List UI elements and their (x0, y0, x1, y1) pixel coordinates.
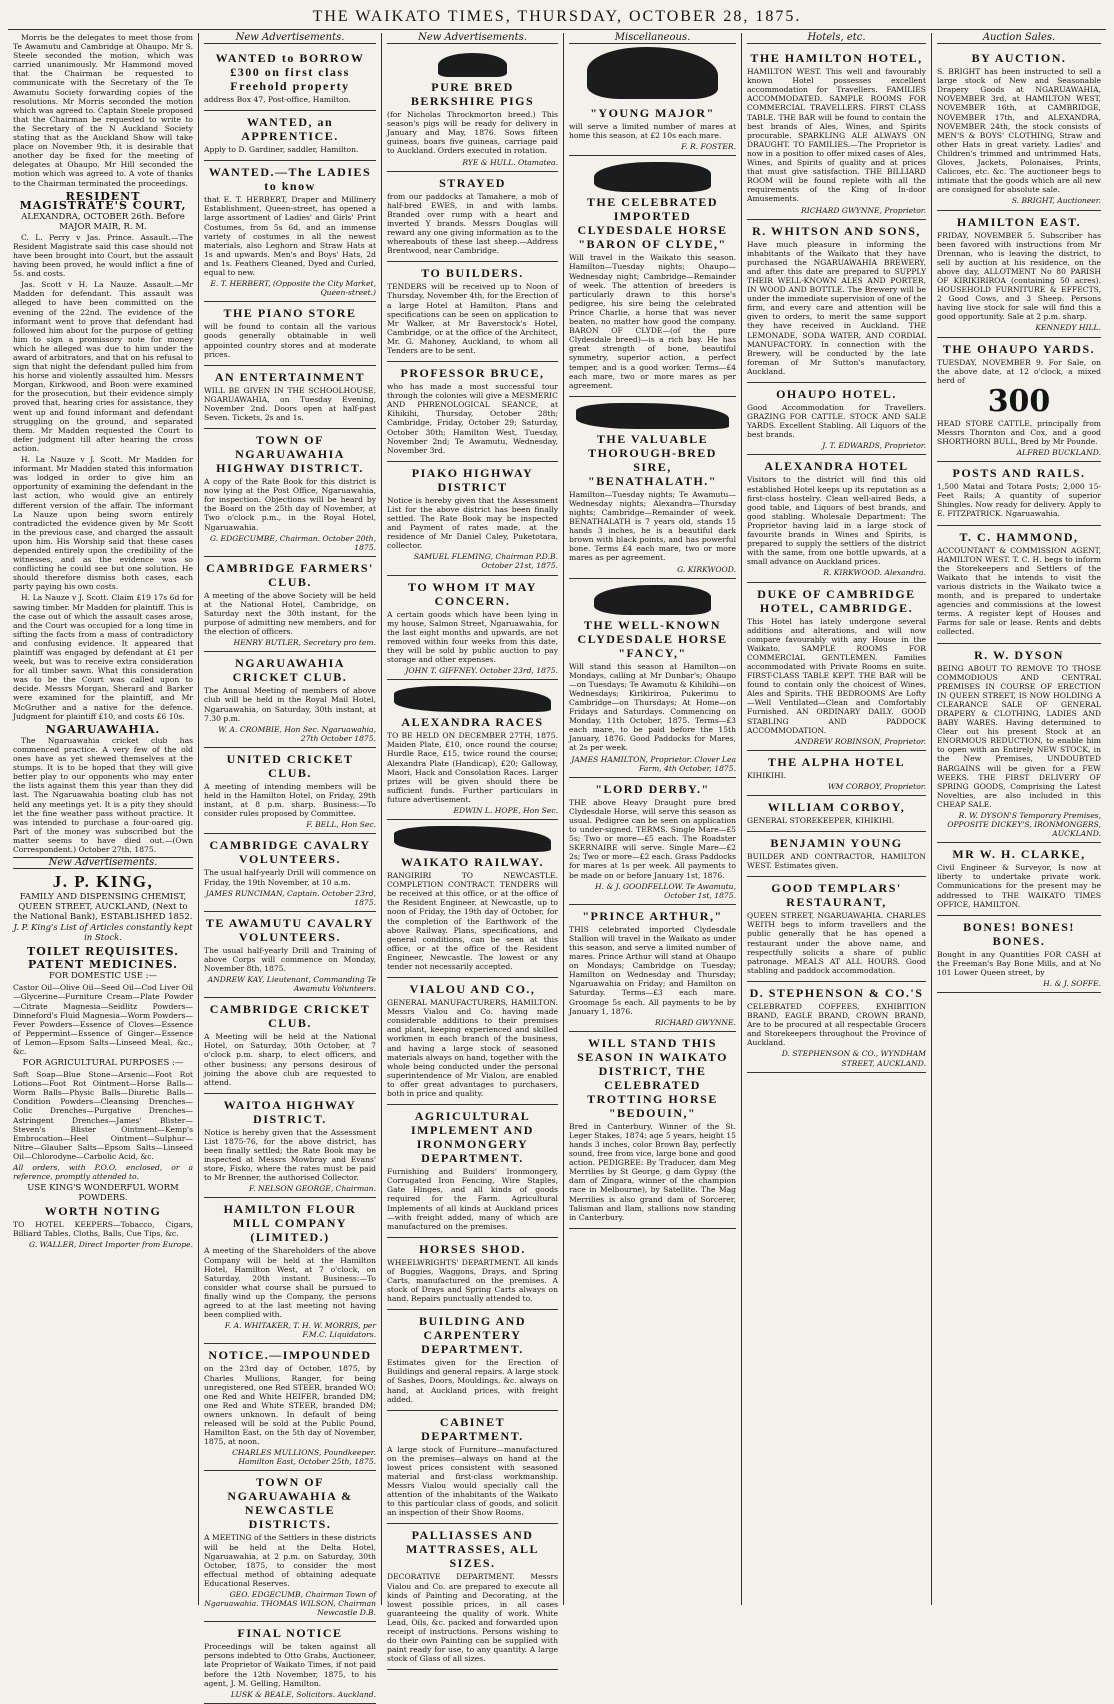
advertisement (747, 796, 926, 832)
advertisement-body: Good Accommodation for Travellers. GRAZING FOR CATTLE. STOCK AND SALE YARDS. Excellent Stabling. All Liquors of the best brands. (747, 403, 926, 440)
toilet-title: TOILET REQUISITES. (27, 945, 179, 959)
advertisement-body: Will travel in the Waikato this season. Hamilton—Tuesday nights; Ohaupo—Wednesday night; Cambridge—Remainder of week. The attention of breeders is particularly drawn to this horse's pedigree, his sire being the celebrated Prince Charlie, a horse that was never beaten, no matter how good the company. BARON OF CLYDE—(of the pure Clydesdale breed)—is a rich bay. He has great strength of bone, beautiful symmetry, superior action, a perfect temper, and is a good worker. Terms—£4 each mare, two or more mares as per agreement. (569, 253, 736, 390)
patent-title: PATENT MEDICINES. (27, 958, 178, 972)
advertisement-signature: ANDREW ROBINSON, Proprietor. (795, 736, 926, 746)
advertisement-signature: F. BELL, Hon Sec. (306, 820, 376, 830)
order-note: All orders, with P.O.O. enclosed, or a reference, promptly attended to. (13, 1163, 193, 1182)
advertisement (204, 1344, 376, 1471)
advertisement (204, 1094, 376, 1199)
advertisement (387, 978, 558, 1105)
advertisement-signature: SAMUEL FLEMING, Chairman P.D.B. October 21st, 1875. (413, 552, 558, 571)
advertisement (387, 262, 558, 362)
advertisement (387, 362, 558, 462)
advertisement-title: MR W. H. CLARKE, (952, 847, 1086, 862)
advertisement-signature: ANDREW KAY, Lieutenant, Commanding Te Awamutu Volunteers. (207, 975, 376, 994)
advertisement-title: THE ALPHA HOTEL (767, 754, 906, 769)
advertisement (937, 526, 1101, 644)
advertisement-body: Civil Engineer & Surveyor, Is now at liberty to undertake private work. Communications for the present may be addressed to THE WAIKATO TIMES OFFICE, HAMILTON. (937, 863, 1101, 909)
advertisement-title: NGARUAWAHIA CRICKET CLUB. (232, 656, 348, 685)
advertisement-title: FINAL NOTICE (237, 1626, 343, 1641)
advertisement-signature: ALFRED BUCKLAND. (1016, 448, 1101, 458)
worth-noting-title: WORTH NOTING (44, 1204, 162, 1219)
advertisement-title: VIALOU AND CO., (409, 982, 536, 997)
advertisement-title: THE VALUABLE THOROUGH-BRED SIRE, "BENATHALATH." (588, 431, 717, 488)
advertisement-body: HEAD STORE CATTLE, principally from Messrs Thornton and Cox, and a good SHORTHORN BULL, Bred by Mr Pounde. (937, 418, 1101, 446)
advertisement-body: DECORATIVE DEPARTMENT. Messrs Vialou and Co. are prepared to execute all kinds of Painting and Decorating, at the lowest possible prices, in all cases guaranteeing the quality of work. White Lead, Oils, &c. packed and forwarded upon receipt of instructions. Persons wishing to do their own Painting can be supplied with paint ready for use, to any quantity. A large stock of Glass of all sizes. (387, 1572, 558, 1664)
agri-title: FOR AGRICULTURAL PURPOSES :— (22, 1058, 184, 1069)
advertisement (204, 429, 376, 557)
advertisement (204, 1198, 376, 1344)
advertisement-body: Visitors to the district will find this old established Hotel keeps up its reputation as a first-class hostelry. Clean well-aired Beds, a good table, and Liquors of best brands, and good stabling. Wholesale Department: The Proprietor having laid in a large stock of favourite brands in Wines and Spirits, is prepared to supply the settlers of the district with the same, from one bottle upwards, at a small advance on Auckland prices. (747, 475, 926, 567)
advertisement-title: HORSES SHOD. (419, 1241, 526, 1256)
king-title: J. P. KING, (52, 872, 154, 892)
advertisement-body: Proceedings will be taken against all persons indebted to Otto Grabs, Auctioneer, late Proprietor of Waikato Times, if not paid before the 12th November, 1875, to his agent, J. M. Gelling, Hamilton. (204, 1642, 376, 1688)
advertisement-signature: F. R. FOSTER. (681, 142, 736, 152)
advertisement-body: Bought in any Quantities FOR CASH at the Freeman's Bay Bone Mills, and at No 101 Lower Queen street, by (937, 949, 1101, 977)
advertisement-body: The usual half-yearly Drill will commence on Friday, the 19th November, at 10 a.m. (204, 868, 376, 887)
advertisement-signature: JAMES RUNCIMAN, Captain. October 23rd, 1875. (205, 888, 376, 907)
advertisement (747, 877, 926, 982)
advertisement-title: WILLIAM CORBOY, (767, 800, 906, 814)
advertisement-body: that E. T. HERBERT, Draper and Millinery Establishment, Queen-street, has opened a large assortment of Ladies' and Girls' Print Costumes, from 5s 6d, and an immense variety of costumes in all the newest materials, also Leghorn and Straw Hats at 1s and upwards. Men's and Boys' Hats, 2d and 1s. Feathers Cleaned, Dyed and Curled, equal to new. (204, 195, 376, 278)
advertisement (387, 1310, 558, 1410)
advertisement-body: The Annual Meeting of members of above club will be held in the Royal Mail Hotel, Ngaruawahia, on Saturday, 30th instant, at 7.30 p.m. (204, 686, 376, 723)
advertisement (387, 462, 558, 576)
advertisement (937, 211, 1101, 338)
advertisement-title: BY AUCTION. (971, 51, 1067, 66)
advertisement-title: "YOUNG MAJOR" (590, 106, 715, 121)
advertisement (569, 1032, 736, 1229)
news-paragraph: H. La Nauze v J. Scott. Mr Madden for informant. Mr Madden stated this information was lodged in order to give him an opportunity of examining the defendant in the last action, who would give an entirely different version of the affair. The informant La Nauze upon being sworn entirely contradicted the evidence given by Mr Scott in the previous case, and charged the assault upon him. His Worship said that these cases depended entirely upon the credibility of the witnesses, and as the evidence was so conflicting he could see but one solution. He should therefore dismiss both cases, each party paying his own costs. (13, 455, 193, 592)
advertisement-title: CAMBRIDGE FARMERS' CLUB. (206, 560, 374, 589)
column-new-advertisements-2 (382, 32, 564, 1664)
advertisement-title: WAIKATO RAILWAY. (401, 855, 544, 870)
news-paragraph: Jas. Scott v H. La Nauze. Assault.—Mr Madden for defendant. This assault was alleged to have been committed on the evening of the 22nd. The evidence of the informant went to prove that defendant had followed him about for the purpose of getting him to sign a promissory note for money which he alleged was due to him under the award of arbitrators, and that on his refusal to sign that night the defendant pulled him from his horse and violently assaulted him. Messrs Morgan, Kirkwood, and Boon were examined for the prosecution, but their evidence simply proved that, hearing cries for assistance, they went up and found informant and defendant struggling on the ground, and separated them. Mr Madden requested the Court to defer judgment till after hearing the cross action. (13, 280, 193, 453)
advertisement-title: CABINET DEPARTMENT. (421, 1414, 524, 1443)
news-paragraph: Morris be the delegates to meet those from Te Awamutu and Cambridge at Ohaupo. Mr S. Steele seconded the motion, which was carried unanimously. Mr Hammond moved that the Chairman be requested to communicate with the Secretary of the Te Awamutu Society forwarding copies of the resolutions. Mr Morris seconded the motion which was agreed to. Captain Steele proposed that the Chairman be requested to write to the Secretary of the N Auckland Society stating that as the Auckland Show will take place on November 9th, it is desirable that another day be fixed for the meeting of delegates at Ohaupo. Mr Hill seconded the motion which was agreed to. A vote of thanks to the Chairman terminated the proceedings. (13, 33, 193, 188)
pig-engraving (438, 53, 506, 77)
advertisement-body: 1,500 Matai and Totara Posts; 2,000 15-Feet Rails; A quantity of superior Shingles. Now ready for delivery. Apply to E. FITZPATRICK. Ngaruawahia. (937, 482, 1101, 519)
advertisement-body: TENDERS will be received up to Noon of Thursday, November 4th, for the Erection of a large Hotel at Hamilton. Plans and specifications can be seen on application to Mr Walker, at Mr Baverstock's Hotel, Cambridge, or at the office of the Architect, Mr. G. Mahoney, Auckland, to whom all Tenders are to be sent. (387, 282, 559, 355)
advertisement-signature: R. KIRKWOOD. Alexandra. (823, 568, 926, 578)
advertisement (747, 455, 926, 582)
news-paragraph: H. La Nauze v J. Scott. Claim £19 17s 6d for sawing timber. Mr Madden for plaintiff. This is the case out of which the assault cases arose, and the Court was occupied for a long time in sifting the facts from a mass of contradictory and confusing evidence. It appeared that plaintiff was engaged by defendant at £1 per week, but was to receive extra consideration for all timber sawn. What this consideration was to be the Court was called upon to decide. Messrs Morgan, Sherard and Barker were examined for the plaintiff, and Mr McGruther and a native for the defence. Judgment for plaintiff £10, and costs £6 10s. (13, 593, 193, 721)
advertisement (204, 366, 376, 429)
advertisement (937, 843, 1101, 915)
advertisement-body: WHEELWRIGHTS' DEPARTMENT. All kinds of Buggies, Waggons, Drays, and Spring Carts, manufactured on the premises. A stock of Drays and Spring Carts always on hand. Repairs punctually attended to. (387, 1257, 558, 1304)
advertisement-signature: H. & J. SOFFE. (1043, 979, 1101, 989)
column-header: Auction Sales. (937, 33, 1101, 44)
horse-engraving (594, 585, 711, 615)
advertisement (569, 397, 736, 579)
advertisement-body: who has made a most successful tour through the colonies will give a MESMERIC AND PHRENOLOGICAL SEANCE, at Kihikihi, Thursday, October 28th; Cambridge, Friday, October 29; Saturday, October 30th; Hamilton West, Tuesday, November 2nd; Te Awamutu, Wednesday, November 3rd. (387, 382, 558, 455)
advertisement-body: The usual half-yearly Drill and Training of above Corps will commence on Monday, November 8th, 1875. (204, 945, 376, 973)
advertisement-signature: R. W. DYSON'S Temporary Premises, OPPOSITE DICKEY'S, IRONMONGERS, AUCKLAND. (947, 811, 1101, 839)
advertisement-body: address Box 47, Post-office, Hamilton. (204, 95, 351, 105)
advertisement-title: TO BUILDERS. (421, 266, 524, 281)
advertisement-title: ALEXANDRA HOTEL (764, 459, 909, 474)
advertisement-signature: RYE & HULL. Otamatea. (462, 157, 558, 167)
ads-list (204, 47, 376, 1704)
advertisement (204, 652, 376, 748)
advertisement-title: POSTS AND RAILS. (952, 466, 1086, 481)
advertisement-title: PROFESSOR BRUCE, (400, 366, 545, 381)
advertisement-title: WANTED, an APPRENTICE. (241, 115, 339, 144)
advertisement-body: (for Nicholas Throckmorton breed.) This season's pigs will be ready for delivery in January and May, 1876. Sows fifteen guineas, boars five guineas, carriage paid to Auckland. Orders executed in rotation. (387, 110, 558, 156)
advertisement (204, 47, 376, 111)
advertisement-body: This Hotel has lately undergone several additions and alterations, and will now compare favourably with any House in the Waikato. SAMPLE ROOMS FOR COMMERCIAL GENTLEMEN. Families accommodated with Private Rooms en suite. FIRST-CLASS TABLE KEPT. THE BAR will be found to contain only the choicest of Wines, Ales and Spirits. THE BEDROOMS Are Lofty—Well Ventilated—Clean and Comfortably Furnished. AN ORDINARY DAILY. GOOD STABLING AND PADDOCK ACCOMMODATION. (747, 616, 926, 735)
advertisement (204, 161, 376, 302)
advertisement-title: BENJAMIN YOUNG (770, 836, 903, 851)
advertisement-body: GENERAL STOREKEEPER, KIHIKIHI. (747, 816, 895, 825)
advertisement-title: "PRINCE ARTHUR," (582, 908, 723, 923)
advertisement-body: TO BE HELD ON DECEMBER 27TH, 1875. Maiden Plate, £10, once round the course; Hurdle Race, £15, twice round the course; Alexandra Plate (Handicap), £20; Galloway, Maori, Hack and Consolation Races. Larger prizes will be given should there be sufficient funds. Further particulars in future advertisement. (387, 731, 558, 804)
advertisement (387, 576, 558, 681)
column-header: Miscellaneous. (569, 33, 736, 44)
advertisement-body: WILL BE GIVEN IN THE SCHOOLHOUSE, NGARUAWAHIA, on Tuesday Evening, November 2nd. Doors open at half-past Seven. Tickets, 2s and 1s. (204, 385, 376, 422)
advertisement-body: A copy of the Rate Book for this district is now lying at the Post Office, Ngaruawahia, for inspection. Objections will be heard by the Board on the 25th day of November, at Two o'clock p.m., in the Royal Hotel, Ngaruawahia. (204, 477, 376, 532)
advertisement-body: BUILDER AND CONTRACTOR, HAMILTON WEST. Estimates given. (747, 852, 926, 871)
advertisement-title: T. C. HAMMOND, (959, 529, 1079, 544)
advertisement-signature: JAMES HAMILTON, Proprietor. Clover Lea Farm, 4th October, 1875. (571, 754, 736, 773)
advertisement (387, 680, 558, 820)
advertisement-title: NOTICE.—IMPOUNDED (208, 1348, 372, 1363)
column-miscellaneous (564, 33, 742, 1605)
advertisement-title: R. WHITSON AND SONS, (752, 223, 921, 238)
advertisement-signature: E. T. HERBERT, (Opposite the City Market, Queen-street.) (210, 279, 376, 298)
advertisement-signature: KENNEDY HILL. (1035, 323, 1101, 333)
advertisement-body: HAMILTON WEST. This well and favourably known Hotel possesses excellent accommodation for Travellers. FAMILIES ACCOMMODATED. SAMPLE ROOMS FOR COMMERCIAL TRAVELLERS. FIRST CLASS TABLE. THE BAR will be found to contain the best brands of Ales, Wines, and Spirits procurable. SPARKLING ALE ALWAYS ON DRAUGHT. TO FAMILIES.—The Proprietor is now in a position to offer mixed cases of Ales, Wines, and Spirits of quality and at prices that must give satisfaction. THE BILLIARD ROOM will be found replete with all the requirements of the King of In-door Amusements. (747, 67, 926, 204)
column-header: New Advertisements. (387, 33, 558, 44)
advertisement-signature: G. KIRKWOOD. (677, 564, 736, 574)
advertisement-signature: CHARLES MULLIONS, Poundkeeper. Hamilton East, October 25th, 1875. (232, 1448, 376, 1467)
news-paragraph: C. L. Perry v Jas. Prince. Assault.—The Resident Magistrate said this case should not have been brought into Court, but the assault having been proved, he would inflict a fine of 5s. and costs. (13, 232, 193, 279)
race-engraving (394, 826, 551, 852)
race-engraving (394, 686, 551, 712)
advertisement-body: THE above Heavy Draught pure bred Clydesdale Horse, will serve this season as usual. Pedigree can be seen on application to under-signed. TERMS. Single Mare—£5 5s; Two or more—£5 each. The Roadster SKERNAIRE will serve. Single Mare—£2 2s; Two or more—£2 each. Grass Paddocks for mares at 1s per week. All payments to be made on or before January 1st, 1876. (569, 797, 736, 880)
advertisement-title: THE HAMILTON HOTEL, (750, 51, 923, 66)
bull-engraving (587, 47, 717, 99)
column-hotels (742, 33, 932, 1605)
advertisement (747, 220, 926, 383)
advertisement-title: DUKE OF CAMBRIDGE HOTEL, CAMBRIDGE. (757, 586, 916, 615)
advertisement-title: TOWN OF NGARUAWAHIA HIGHWAY DISTRICT. (216, 433, 364, 476)
advertisement-body: ACCOUNTANT & COMMISSION AGENT, HAMILTON WEST. T. C. H. begs to inform the Storekeepers and Settlers of the Waikato that he intends to visit the various districts in the Waikato twice a month, and is prepared to undertake agencies and commissions at the lowest terms. A register kept of Houses and Farms for sale or lease. Rents and debts collected. (937, 545, 1101, 637)
advertisement-title: THE PIANO STORE (223, 306, 357, 321)
advertisement-body: A certain goods which have been lying in my house, Salmon Street, Ngaruawahia, for the last eight months and upwards, are not removed within four weeks from this date, they will be sold by public auction to pay storage and other expenses. (387, 609, 558, 665)
advertisement (387, 1524, 558, 1670)
advertisement-title: TE AWAMUTU CAVALRY VOLUNTEERS. (205, 915, 375, 944)
advertisement-signature: GEO. EDGECUMB, Chairman Town of Ngaruawahia. THOMAS WILSON, Chairman Newcastle D.B. (204, 1590, 376, 1618)
advertisement-title: THE OHAUPO YARDS. (942, 341, 1096, 356)
advertisement-title: WILL STAND THIS SEASON IN WAIKATO DISTRICT, THE CELEBRATED TROTTING HORSE "BEDOUIN," (577, 1035, 728, 1120)
advertisement-body: A Meeting will be held at the National Hotel, on Saturday, 30th October, at 7 o'clock p.m. sharp, to elect officers, and other business; any persons desirous of joining the above club are requested to attend. (204, 1032, 376, 1087)
advertisement-title: WAITOA HIGHWAY DISTRICT. (223, 1097, 357, 1126)
advertisement-title: R. W. DYSON (974, 647, 1064, 662)
worth-noting-sign: G. WALLER, Direct Importer from Europe. (29, 1240, 193, 1250)
advertisement-title: HAMILTON FLOUR MILL COMPANY (LIMITED.) (223, 1202, 357, 1245)
advertisement (204, 1471, 376, 1622)
advertisement (937, 462, 1101, 525)
advertisement-signature: S. BRIGHT, Auctioneer. (1011, 196, 1101, 206)
advertisement (387, 1411, 558, 1525)
advertisement (569, 156, 736, 396)
advertisement-title: CAMBRIDGE CRICKET CLUB. (209, 1002, 371, 1031)
agri-list: Soft Soap—Blue Stone—Arsenic—Foot Rot Lotions—Foot Rot Ointment—Horse Balls—Worm Balls—Physic Balls—Diuretic Balls—Condition Powders—Cleansing Drenches—Colic Drenches—Purgative Drenches—Astringent Drenches—James' Blister—Steven's Blister Ointment—Kemp's Embrocation—Heel Ointment—Sulphur—Nitre—Glauber Salts—Epsom Salts—Linseed Oil—Chlorodyne—Carbolic Acid, &c. (13, 1070, 193, 1161)
advertisement-body: TUESDAY, NOVEMBER 9. For Sale, on the above date, at 12 o'clock, a mixed herd of (937, 357, 1101, 385)
advertisement-body: Notice is hereby given that the Assessment List 1875-76, for the above district, has been finally settled; the Rate Book may be inspected at Messrs Mowbray and Evans' store, Fisko, where the rates must be paid to Mr Brenner, the authorised Collector. (204, 1127, 376, 1183)
advertisement (204, 748, 376, 834)
advertisement (747, 47, 926, 220)
advertisement-title: TOWN OF NGARUAWAHIA & NEWCASTLE DISTRICTS. (227, 1475, 353, 1532)
advertisement (937, 47, 1101, 210)
column-news (8, 33, 199, 1605)
court-report-subtitle: ALEXANDRA, OCTOBER 26th. Before MAJOR MAIR, R. M. (21, 211, 185, 232)
advertisement-body: KIHIKIHI. (747, 770, 787, 780)
king-subtitle: FAMILY AND DISPENSING CHEMIST, QUEEN STREET, AUCKLAND, (Next to the National Bank), ESTABLISHED 1852. (13, 892, 193, 923)
advertisement-body: RANGIRIRI TO NEWCASTLE. COMPLETION CONTRACT. TENDERS will be received at this office, or at the office of the Resident Engineer, at Newcastle, up to noon of Friday, the 19th day of October, for the completion of the Earthwork of the above Railway. Plans, specifications, and general conditions, can be seen at this office, or at the office of the Resident Engineer, Newcastle. The lowest or any tender not necessarily accepted. (387, 871, 558, 971)
advertisement-signature: D. STEPHENSON & CO., WYNDHAM STREET, AUCKLAND. (781, 1049, 926, 1068)
advertisement-title: AGRICULTURAL IMPLEMENT AND IRONMONGERY DEPARTMENT. (411, 1109, 534, 1166)
advertisement-signature: W. A. CROMBIE, Hon Sec. Ngaruawahia, 27th October 1875. (218, 724, 376, 743)
advertisement-body: CELEBRATED COFFEES, EXHIBITION BRAND, EAGLE BRAND, CROWN BRAND, Are to be procured at all respectable Grocers and Storekeepers throughout the Province of Auckland. (747, 1001, 926, 1048)
domestic-title: FOR DOMESTIC USE :— (49, 971, 157, 982)
advertisement (937, 916, 1101, 993)
advertisement (937, 338, 1101, 463)
advertisement-body: A MEETING of the Settlers in these districts will be held at the Delta Hotel, Ngaruawahia, at 2 p.m. on Saturday, 30th October, 1875, to consider the most effectual method of obtaining adequate Educational Reserves. (204, 1533, 376, 1588)
advertisement-title: PIAKO HIGHWAY DISTRICT (411, 465, 534, 494)
advertisement (747, 751, 926, 796)
advertisement-title: STRAYED (439, 175, 506, 190)
advertisement (569, 905, 736, 1032)
advertisement-body: Bred in Canterbury. Winner of the St. Leger Stakes, 1874; age 5 years, height 15 hands 3 inches, color Brown Bay, perfectly sound, free from vice, large bone and good action. PEDIGREE: By Traducer, dam Meg Merrilies by St George, g dam Gypsy (the dam of Zingara, winner of the champion race in Melbourne), by Satellite. The Mag Merrilies is also grand dam of Sorcerer, Talisman and Ilam, stallions now standing in Canterbury. (569, 1121, 736, 1222)
advertisement-title: TO WHOM IT MAY CONCERN. (408, 579, 537, 608)
advertisement-title: THE WELL-KNOWN CLYDESDALE HORSE "FANCY," (577, 617, 728, 660)
advertisement-title: THE CELEBRATED IMPORTED CLYDESDALE HORSE "BARON OF CLYDE," (577, 195, 728, 252)
advertisement (387, 1105, 558, 1238)
advertisement-title: D. STEPHENSON & CO.'S (749, 985, 924, 1000)
worth-noting-body: TO HOTEL KEEPERS—Tobacco, Cigars, Billiard Tables, Cloths, Balls, Cue Tips, &c. (13, 1220, 193, 1239)
advertisement-body: A large stock of Furniture—manufactured on the premises—always on hand at the lowest prices consistent with seasoned material and first-class workmanship. Messrs Vialou would specially call the attention of the inhabitants of the Waikato to this particular class of goods, and solicit an inspection of their Show Rooms. (387, 1444, 558, 1518)
advertisement-body: will be found to contain all the various goods generally obtainable in well appointed country stores and at moderate prices. (204, 322, 376, 359)
king-note: J. P. King's List of Articles constantly kept in Stock. (13, 923, 193, 944)
advertisement-signature: RICHARD GWYNNE. (655, 1017, 736, 1027)
advertisement (387, 1238, 558, 1310)
news-paragraph: The Ngaruawahia cricket club has commenced practice. A very few of the old ones have as yet shewed themselves at the stumps. It is to be hoped that they will give better play to our opponents who may enter the lists against them this year than they did last. The Ngaruawahia boating club has not held any meetings yet. It is a pity they should let the fine weather pass without practice. It was intended to purchase a four-oared gig. Part of the money was subscribed but the matter seems to have died out.—(Own Correspondent.) October 27th, 1875. (13, 735, 193, 854)
advertisement-signature: G. EDGECUMBE, Chairman. October 20th, 1875. (209, 533, 376, 552)
advertisement-body: A meeting of the Shareholders of the above Company will be held at the Hamilton Hotel, Hamilton West, at 7 o'clock, on Saturday, 20th instant. Business:—To consider what course shall be pursued to finally wind up the Company, the persons agreed to at the last meeting not having been complied with. (204, 1246, 376, 1320)
advertisement-title: BUILDING AND CARPENTERY DEPARTMENT. (418, 1314, 526, 1357)
advertisement (204, 302, 376, 365)
horse-engraving (594, 162, 711, 192)
advertisement-signature: F. A. WHITAKER, T. H. W. MORRIS, per F.M.C. Liquidators. (224, 1321, 376, 1340)
advertisement-signature: WM CORBOY, Proprietor. (827, 781, 926, 791)
advertisement-title: BONES! BONES! BONES. (963, 919, 1075, 948)
advertisement-title: PURE BRED BERKSHIRE PIGS (410, 80, 535, 109)
advertisement-body: Notice is hereby given that the Assessment List for the above district has been finally settled. The Rate Book may be inspected and Payment of rates made, at the residence of Mr Daniel Caley, Puketotara, collector. (387, 495, 558, 551)
advertisement-title: GOOD TEMPLARS' RESTAURANT, (771, 881, 902, 910)
ngaruawahia-title: NGARUAWAHIA. (45, 722, 161, 736)
advertisement-title: OHAUPO HOTEL. (776, 387, 897, 401)
advertisement-body: A meeting of the above Society will be held at the National Hotel, Cambridge, on Saturday next the 30th instant, for the purpose of admitting new members, and for the election of officers. (204, 590, 376, 637)
advertisement-title: ALEXANDRA RACES (401, 715, 544, 730)
advertisement-signature: J. T. EDWARDS, Proprietor. (822, 441, 926, 451)
advertisement (204, 557, 376, 653)
race-engraving (576, 403, 730, 429)
column-auction-sales (932, 33, 1106, 1605)
advertisement (387, 820, 558, 978)
advertisement (387, 172, 558, 263)
advertisement (747, 583, 926, 751)
advertisement (204, 998, 376, 1094)
cattle-count: 300 (987, 383, 1051, 419)
column-header: New Advertisements. (204, 33, 376, 44)
advertisement (747, 982, 926, 1073)
advertisement-body: Furnishing and Builders' Ironmongery, Corrugated Iron Fencing, Wire Staples, Gate Hinges, and all kinds of goods required for the Farm. Agricultural Implements of all kinds at Auckland prices—with freight added, many of which are manufactured on the premises. (387, 1167, 558, 1231)
ads-list (387, 47, 558, 1670)
masthead: THE WAIKATO TIMES, THURSDAY, OCTOBER 28, 1875. (8, 4, 1106, 30)
advertisement (569, 579, 736, 778)
advertisement-body: FRIDAY, NOVEMBER 5. Subscriber has been favored with instructions from Mr Drennan, who is leaving the district, to sell by auction at his residence, on the above day, ALLOTMENT No 80 PARISH OF KIRIKIRIROA (containing 50 acres). HOUSEHOLD FURNITURE & EFFECTS, 2 Good Cows, and 3 Sheep. Persons having live stock for sale will find this a good opportunity. Sale at 2 p.m. sharp. (937, 230, 1101, 322)
advertisement-title: WANTED.—The LADIES to know (208, 165, 372, 194)
advertisement (937, 644, 1101, 844)
advertisement-body: Have much pleasure in informing the inhabitants of the Waikato that they have purchased the NGARUAWAHIA BREWERY, and after this date are prepared to SUPPLY THEIR WELL-KNOWN ALES AND PORTER, IN WOOD AND BOTTLE. The Brewery will be under the immediate supervision of one of the firm, and every care and attention will be given to orders, to merit the same support they have received in Auckland. THE LEMONADE, SODA WATER, AND CORDIAL MANUFACTORY. In connection with the Brewery, will be conducted by the late foreman of Mr Sutton's manufactory, Auckland. (747, 239, 926, 376)
advertisement (747, 832, 926, 877)
advertisement-title: CAMBRIDGE CAVALRY VOLUNTEERS. (209, 838, 371, 867)
advertisement-body: will serve a limited number of mares at home this season, at £2 10s each mare. (569, 122, 736, 141)
domestic-list: Castor Oil—Olive Oil—Seed Oil—Cod Liver Oil—Glycerine—Furniture Cream—Plate Powder—Citrate Magnesia—Seidlitz Powders—Dinneford's Fluid Magnesia—Worm Powders—Fever Powders—Essence of Cloves—Essence of Peppermint—Essence of Ginger—Essence of Lemon—Epsom Salts—Linseed Meal, &c., &c. (13, 983, 193, 1056)
advertisement (204, 912, 376, 998)
new-ads-header: New Advertisements. (13, 857, 193, 869)
advertisement (569, 778, 736, 905)
advertisement-title: AN ENTERTAINMENT (214, 369, 366, 384)
advertisement-body: Will stand this season at Hamilton—on Mondays, calling at Mr Dunbar's; Ohaupo—on Tuesdays; Te Awamutu & Kihikihi—on Wednesdays; Kirikiriroa, Pukerimu to Cambridge—on Thursdays; At Home—on Fridays and Saturdays. Commencing on Monday, 11th October, 1875. Terms—£3 each mare, to be paid before the 15th January, 1876. Good Paddocks for Mares, at 2s per week. (569, 661, 736, 753)
advertisement-body: Estimates given for the Erection of Buildings and general repairs. A large stock of Sashes, Doors, Mouldings, &c. always on hand, at Auckland prices, with freight added. (387, 1358, 558, 1404)
advertisement-body: S. BRIGHT has been instructed to sell a large stock of New and Seasonable Drapery Goods at NGARUAWAHIA, NOVEMBER 3rd, at HAMILTON WEST, NOVEMBER 16th, at CAMBRIDGE, NOVEMBER 17th, and ALEXANDRA, NOVEMBER 24th, the stock consists of MEN'S & BOYS' CLOTHING, Straw and other Hats in great variety. Ladies' and Children's trimmed and untrimmed Hats, Gloves, Jackets, Polonaises, Prints, Calicoes, etc. &c. The auctioneer begs to intimate that the goods which are all new are consigned for absolute sale. (937, 67, 1101, 195)
advertisement (569, 102, 736, 156)
ads-list (569, 102, 736, 1229)
advertisement-signature: RICHARD GWYNNE, Proprietor. (801, 205, 926, 215)
advertisement-title: WANTED to BORROW £300 on first class Freehold property (215, 51, 365, 94)
worm-powders: USE KING'S WONDERFUL WORM POWDERS. (27, 1183, 179, 1204)
column-header: Hotels, etc. (747, 33, 926, 44)
ads-list (937, 47, 1101, 993)
court-report-title: RESIDENT MAGISTRATE'S COURT, (19, 189, 187, 212)
advertisement-body: BEING ABOUT TO REMOVE TO THOSE COMMODIOUS AND CENTRAL PREMISES IN COURSE OF ERECTION IN QUEEN STREET, IS NOW HOLDING A CLEARANCE SALE OF GENERAL DRAPERY & CLOTHING, LADIES AND BABY WARES. Having determined to Clear out his present Stock at an ENORMOUS REDUCTION, to enable him to open with an Entirely NEW STOCK, in the New Premises, UNDOUBTED BARGAINS will be given for a FEW WEEKS. THE FIRST DELIVERY OF SPRING GOODS, Comprising the Latest Novelties, are also included in this CHEAP SALE. (937, 663, 1101, 809)
advertisement-signature: EDWIN L. HOPE, Hon Sec. (453, 805, 558, 815)
ads-list (747, 47, 926, 1073)
advertisement-signature: F. NELSON GEORGE, Chairman. (249, 1184, 376, 1194)
advertisement-body: from our paddocks at Tamahere, a mob of half-bred EWES, in and with lambs. Branded over rump with a heart and inverted Y brands. Messrs Douglas will reward any one giving information as to the whereabouts of these last sheep.—Address Brentwood, near Cambridge. (387, 191, 558, 256)
advertisement (387, 47, 558, 172)
advertisement-body: on the 23rd day of October, 1875, by Charles Mullions, Ranger, for being unregistered, one Red STEER, branded WO; one Red and White HEIFER, branded DM; one Red and White STEER, branded DM; owners unknown. In default of being released will be sold at the Public Pound, Hamilton East, on the 5th day of November, 1875, at noon. (204, 1364, 376, 1447)
advertisement-body: QUEEN STREET, NGARUAWAHIA. CHARLES WEITH begs to inform travellers and the public generally that he has opened a restaurant under the above name, and respectfully solicits a share of public patronage. MEALS AT ALL HOURS. Good stabling and paddock accommodation. (747, 911, 926, 975)
advertisement-signature: JOHN T. GIFFNEY. October 23rd, 1875. (405, 666, 558, 676)
advertisement-title: "LORD DERBY." (595, 781, 710, 796)
advertisement-signature: LUSK & BEALE, Solicitors. Auckland. (230, 1689, 376, 1699)
advertisement (204, 834, 376, 911)
advertisement (204, 1622, 376, 1704)
column-container (8, 32, 1106, 1699)
advertisement-body: A meeting of intending members will be held in the Hamilton Hotel, on Friday, 29th instant, at 8 p.m. sharp. Business:—To consider rules proposed by Committee. (204, 781, 376, 819)
advertisement-body: Hamilton—Tuesday nights; Te Awamutu—Wednesday nights; Alexandra—Thursday nights; Cambridge—Remainder of week. BENATHALATH is 7 years old, stands 15 hands 3 inches, he is a beautiful dark brown with black points, and has powerful bone. Terms £4 each mare, two or more mares as per agreement. (569, 489, 736, 563)
advertisement-title: PALLIASSES AND MATTRASSES, ALL SIZES. (406, 1528, 539, 1571)
advertisement-body: Apply to D. Gardiner, saddler, Hamilton. (204, 145, 359, 155)
advertisement-body: GENERAL MANUFACTURERS, HAMILTON. Messrs Vialou and Co. having made considerable additions to their premises and plant, keeping experienced and skilled workmen in each branch of the business, and having a large stock of seasoned materials always on hand, together with the whole being conducted under the personal superintendence of Mr Vialou, are enabled to offer great advantages to purchasers, both in price and quality. (387, 998, 558, 1099)
advertisement-signature: HENRY BUTLER, Secretary pro tem. (233, 638, 376, 648)
advertisement-title: HAMILTON EAST. (956, 214, 1082, 229)
advertisement (747, 383, 926, 455)
advertisement-body: THIS celebrated imported Clydesdale Stallion will travel in the Waikato as under this season, and serve a limited number of mares. Prince Arthur will stand at Ohaupo on Mondays; Cambridge on Tuesday; Hamilton on Wednesday and Thursday; Ngaruawahia on Friday; and Hamilton on Saturday. Terms—£3 each mare. Groomage 5s each. All payments to be by January 1, 1876. (569, 924, 736, 1016)
advertisement (204, 111, 376, 161)
advertisement-title: UNITED CRICKET CLUB. (226, 751, 354, 780)
column-new-advertisements-1 (199, 32, 382, 1699)
advertisement-signature: H. & J. GOODFELLOW. Te Awamutu, October 1st, 1875. (595, 881, 736, 900)
